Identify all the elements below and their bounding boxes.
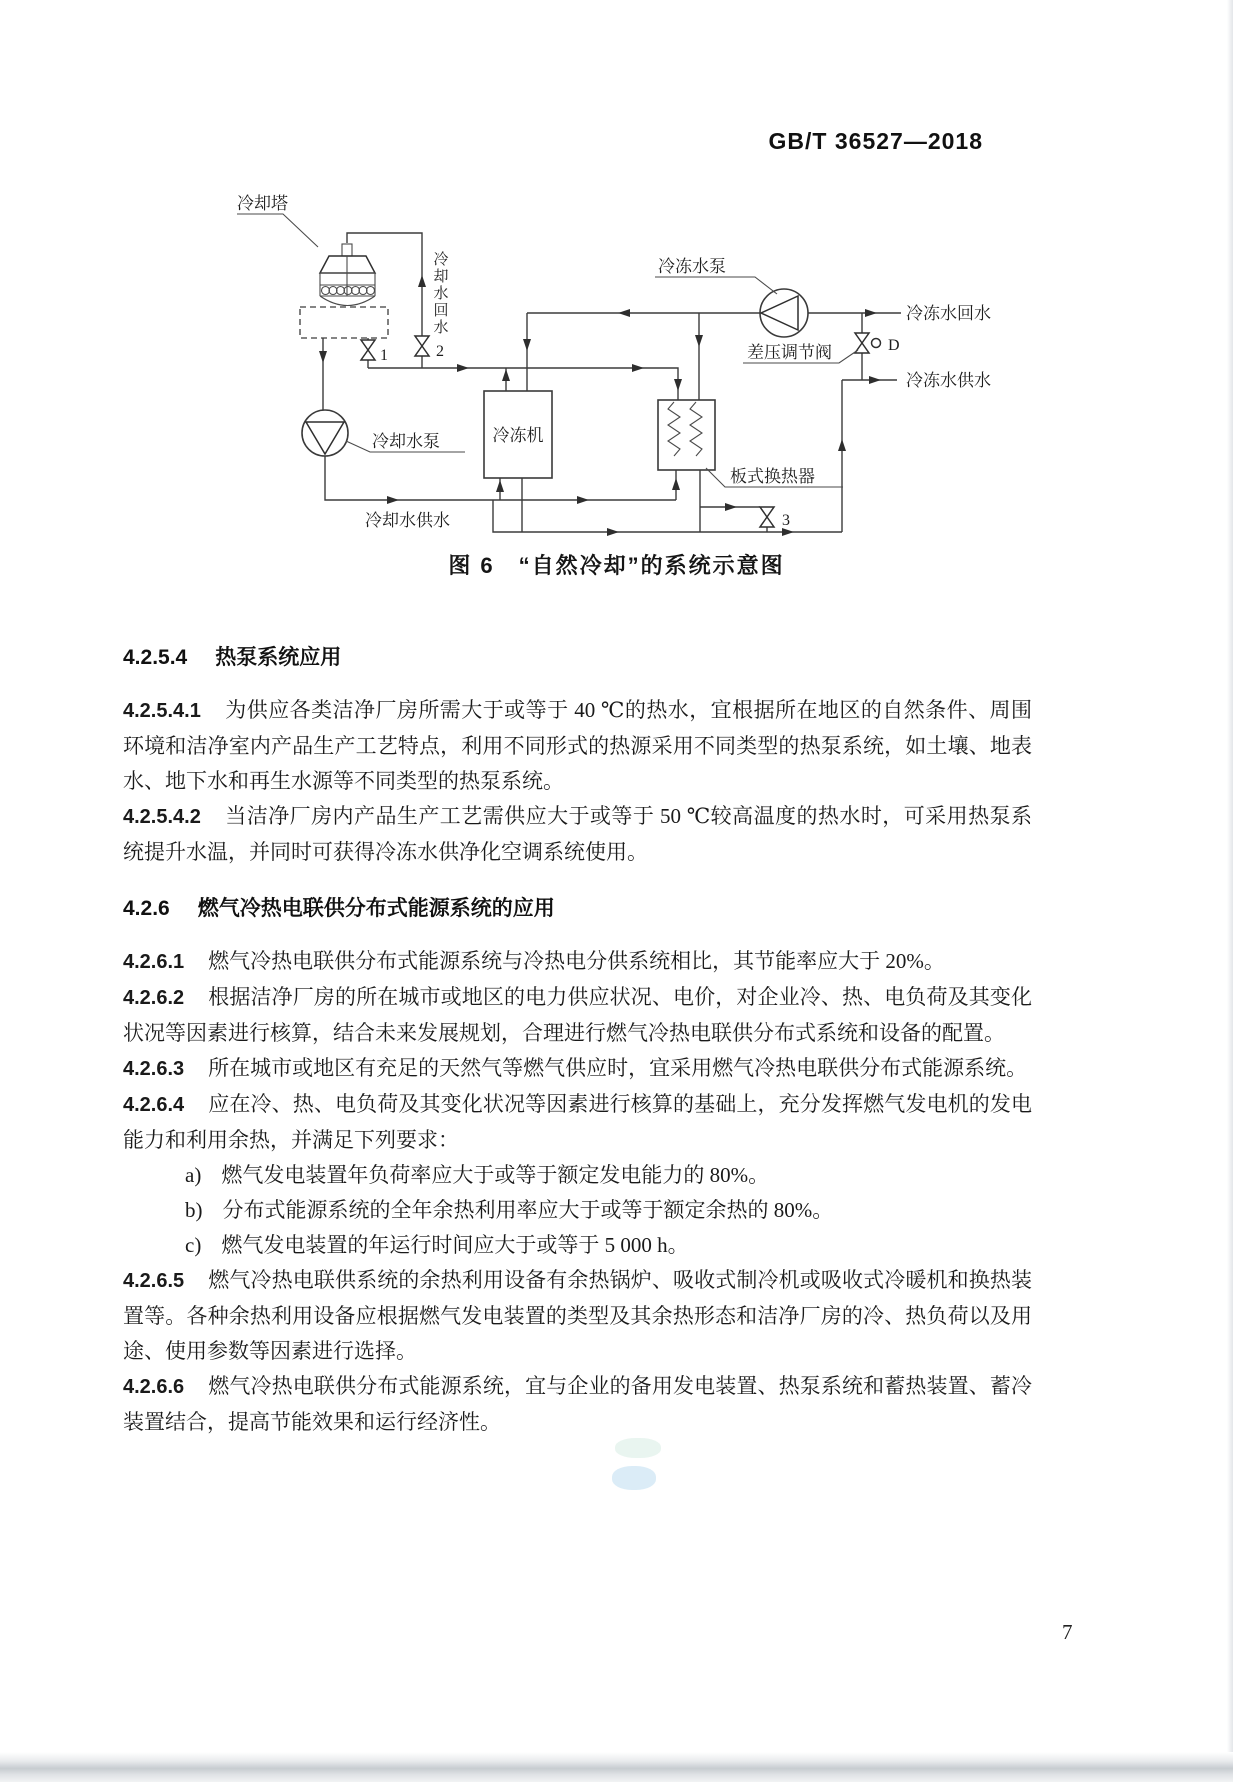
clause-text: 根据洁净厂房的所在城市或地区的电力供应状况、电价，对企业冷、热、电负荷及其变化状况等因素进行核算，结合未来发展规划，合理进行燃气冷热电联供分布式系统和设备的配置。 [123,985,1032,1045]
clause-text: 为供应各类洁净厂房所需大于或等于 40 ℃的热水，宜根据所在地区的自然条件、周围环境和洁净室内产品生产工艺特点，利用不同形式的热源采用不同类型的热泵系统，如土壤、地表水、地下水和再生水源等不同类型的热泵系统。 [123,698,1032,793]
clause-number: 4.2.5.4.1 [123,700,201,722]
chilled-water-pump-symbol [760,289,808,337]
cooling-water-pump-symbol [302,410,348,456]
list-marker: c) [185,1233,202,1257]
clause-4-2-5-4-2 [123,799,1032,870]
scan-edge-right [1227,0,1233,1782]
clause-text: 燃气冷热电联供分布式能源系统与冷热电分供系统相比，其节能率应大于 20%。 [208,949,945,973]
standard-number: GB/T 36527—2018 [768,128,983,154]
list-item-a [123,1158,1032,1193]
clause-4-2-6-2 [123,980,1032,1051]
chilled-water-pump-label: 冷冻水泵 [658,257,726,276]
valve-1-symbol [361,340,375,360]
scan-watermark-smudge [612,1466,656,1490]
clause-number: 4.2.6.2 [123,987,185,1009]
tower-basin-dashed [300,307,388,338]
list-text: 分布式能源系统的全年余热利用率应大于或等于额定余热的 80%。 [222,1198,834,1222]
list-marker: a) [185,1163,202,1187]
pressure-diff-valve-symbol [855,333,881,353]
list-item-b [123,1193,1032,1228]
cooling-water-supply-label: 冷却水供水 [365,511,450,530]
heading-4-2-5-4 [123,645,1032,671]
list-marker: b) [185,1198,203,1222]
clause-4-2-6-1 [123,944,1032,980]
list-text: 燃气发电装置的年运行时间应大于或等于 5 000 h。 [221,1233,689,1257]
heading-text: 热泵系统应用 [215,646,342,669]
chilled-water-supply-label: 冷冻水供水 [906,371,991,390]
clause-number: 4.2.6.5 [123,1270,185,1292]
cooling-water-pump-label: 冷却水泵 [372,432,440,451]
system-schematic-svg [225,185,1005,565]
clause-text: 燃气冷热电联供分布式能源系统，宜与企业的备用发电装置、热泵系统和蓄热装置、蓄冷装置结合，提高节能效果和运行经济性。 [123,1374,1032,1434]
clause-text: 应在冷、热、电负荷及其变化状况等因素进行核算的基础上，充分发挥燃气发电机的发电能力和利用余热，并满足下列要求： [123,1092,1032,1152]
page-number: 7 [1062,1620,1073,1644]
cooling-tower-label: 冷却塔 [237,194,288,213]
chilled-water-return-label: 冷冻水回水 [906,304,991,323]
clause-text-block [123,645,1032,1440]
scan-watermark-smudge [615,1438,661,1458]
clause-4-2-6-3 [123,1051,1032,1087]
cooling-water-return-vertical-label: 冷却水回水 [431,251,449,336]
clause-number: 4.2.6.4 [123,1094,185,1116]
list-text: 燃气发电装置年负荷率应大于或等于额定发电能力的 80%。 [221,1163,770,1187]
pressure-diff-valve-label: 差压调节阀 [747,343,832,362]
scan-edge-bottom [0,1752,1233,1782]
clause-text: 所在城市或地区有充足的天然气等燃气供应时，宜采用燃气冷热电联供分布式能源系统。 [208,1056,1028,1080]
clause-number: 4.2.5.4.2 [123,806,201,828]
valve-2-symbol [415,336,429,356]
clause-number: 4.2.6.3 [123,1058,185,1080]
clause-text: 当洁净厂房内产品生产工艺需供应大于或等于 50 ℃较高温度的热水时，可采用热泵系统提升水温，并同时可获得冷冻水供净化空调系统使用。 [123,804,1032,864]
valve-d-letter: D [888,337,900,354]
figure-6-diagram [225,185,1005,565]
figure-caption: 图 6 “自然冷却”的系统示意图 [448,553,785,578]
clause-text: 燃气冷热电联供系统的余热利用设备有余热锅炉、吸收式制冷机或吸收式冷暖机和换热装置等。各种余热利用设备应根据燃气发电装置的类型及其余热形态和洁净厂房的冷、热负荷以及用途、使用参数等因素进行选择。 [123,1268,1032,1363]
plate-heat-exchanger-label: 板式换热器 [730,467,815,486]
valve-1-number: 1 [380,347,388,364]
cooling-tower-symbol [300,244,388,338]
valve-3-number: 3 [782,512,790,529]
clause-4-2-6-6 [123,1369,1032,1440]
clause-number: 4.2.6.1 [123,951,185,973]
heading-number: 4.2.5.4 [123,646,188,669]
heading-number: 4.2.6 [123,897,170,920]
clause-4-2-6-4 [123,1087,1032,1158]
chiller-symbol [484,391,552,478]
plate-heat-exchanger-symbol [658,400,715,470]
chiller-label: 冷冻机 [492,426,544,445]
clause-4-2-5-4-1 [123,693,1032,799]
clause-4-2-6-5 [123,1263,1032,1369]
valve-2-number: 2 [436,343,444,360]
list-item-c [123,1228,1032,1263]
clause-number: 4.2.6.6 [123,1376,185,1398]
heading-text: 燃气冷热电联供分布式能源系统的应用 [197,897,555,920]
heading-4-2-6 [123,896,1032,922]
valve-3-symbol [760,507,774,527]
